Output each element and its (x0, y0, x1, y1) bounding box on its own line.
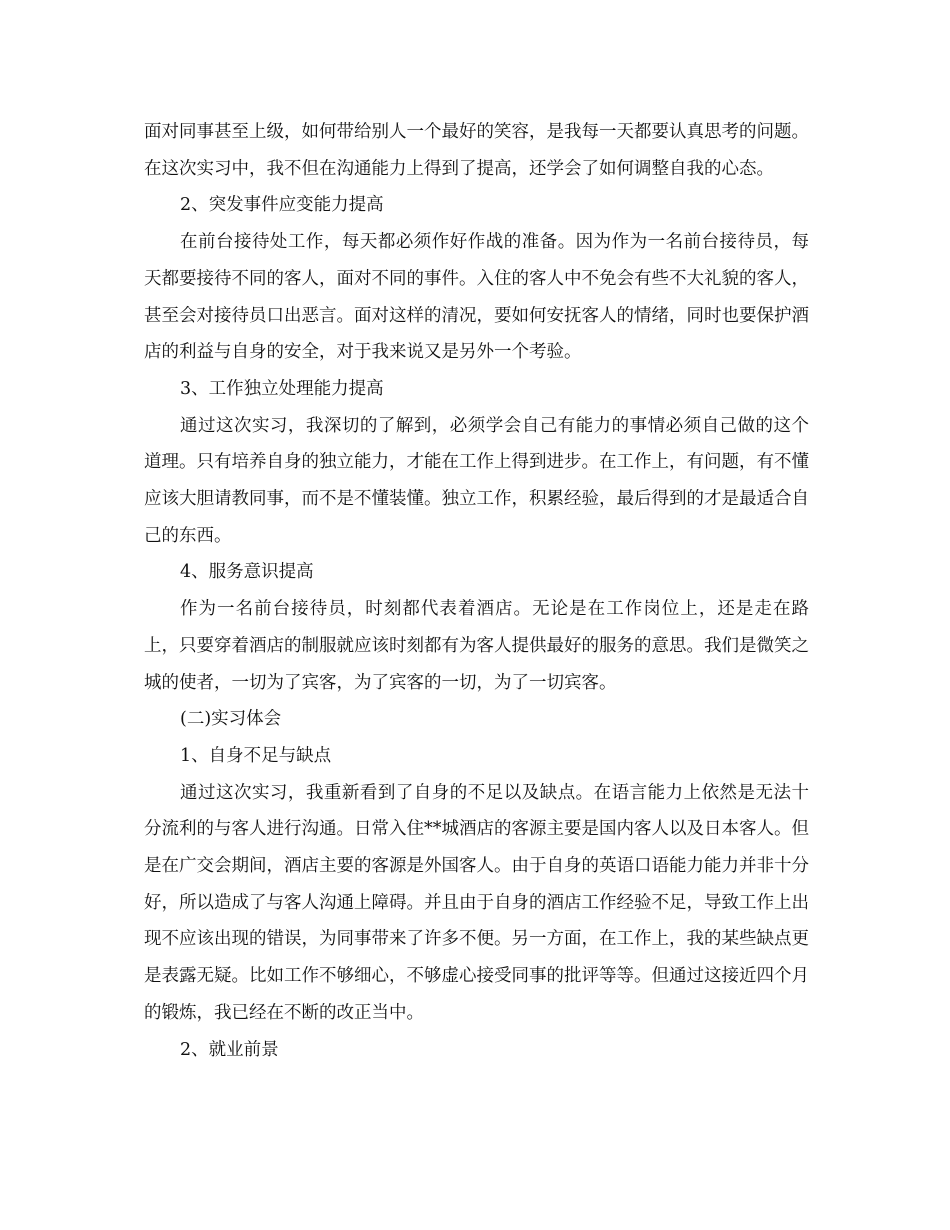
heading-independent-work: 3、工作独立处理能力提高 (180, 378, 384, 399)
heading-shortcomings: 1、自身不足与缺点 (180, 745, 332, 766)
heading-service-awareness: 4、服务意识提高 (180, 562, 314, 583)
paragraph-independent-work: 通过这次实习，我深切的了解到，必须学会自己有能力的事情必须自己做的这个道理。只有培养自身的独立能力，才能在工作上得到进步。在工作上，有问题，有不懂应该大胆请教同事，而不是不懂装懂。独立工作，积累经验，最后得到的才是最适合自己的东西。 (144, 415, 809, 546)
paragraph-communication-skills-continued: 面对同事甚至上级，如何带给别人一个最好的笑容，是我每一天都要认真思考的问题。在这次实习中，我不但在沟通能力上得到了提高，还学会了如何调整自我的心态。 (144, 122, 809, 179)
paragraph-emergency-response: 在前台接待处工作，每天都必须作好作战的准备。因为作为一名前台接待员，每天都要接待不同的客人，面对不同的事件。入住的客人中不免会有些不大礼貌的客人，甚至会对接待员口出恶言。面对这样的清况，要如何安抚客人的情绪，同时也要保护酒店的利益与自身的安全，对于我来说又是另外一个考验。 (144, 232, 809, 363)
document-body (144, 114, 809, 1068)
heading-emergency-response: 2、突发事件应变能力提高 (180, 195, 384, 216)
heading-internship-reflection: (二)实习体会 (180, 709, 282, 730)
paragraph-shortcomings: 通过这次实习，我重新看到了自身的不足以及缺点。在语言能力上依然是无法十分流利的与客人进行沟通。日常入住**城酒店的客源主要是国内客人以及日本客人。但是在广交会期间，酒店主要的客源是外国客人。由于自身的英语口语能力能力并非十分好，所以造成了与客人沟通上障碍。并且由于自身的酒店工作经验不足，导致工作上出现不应该出现的错误，为同事带来了许多不便。另一方面，在工作上，我的某些缺点更是表露无疑。比如工作不够细心，不够虚心接受同事的批评等等。但通过这接近四个月的锻炼，我已经在不断的改正当中。 (144, 782, 809, 1023)
paragraph-service-awareness: 作为一名前台接待员，时刻都代表着酒店。无论是在工作岗位上，还是走在路上，只要穿着酒店的制服就应该时刻都有为客人提供最好的服务的意思。我们是微笑之城的使者，一切为了宾客，为了宾客的一切，为了一切宾客。 (144, 599, 809, 693)
heading-employment-prospects: 2、就业前景 (180, 1039, 279, 1060)
